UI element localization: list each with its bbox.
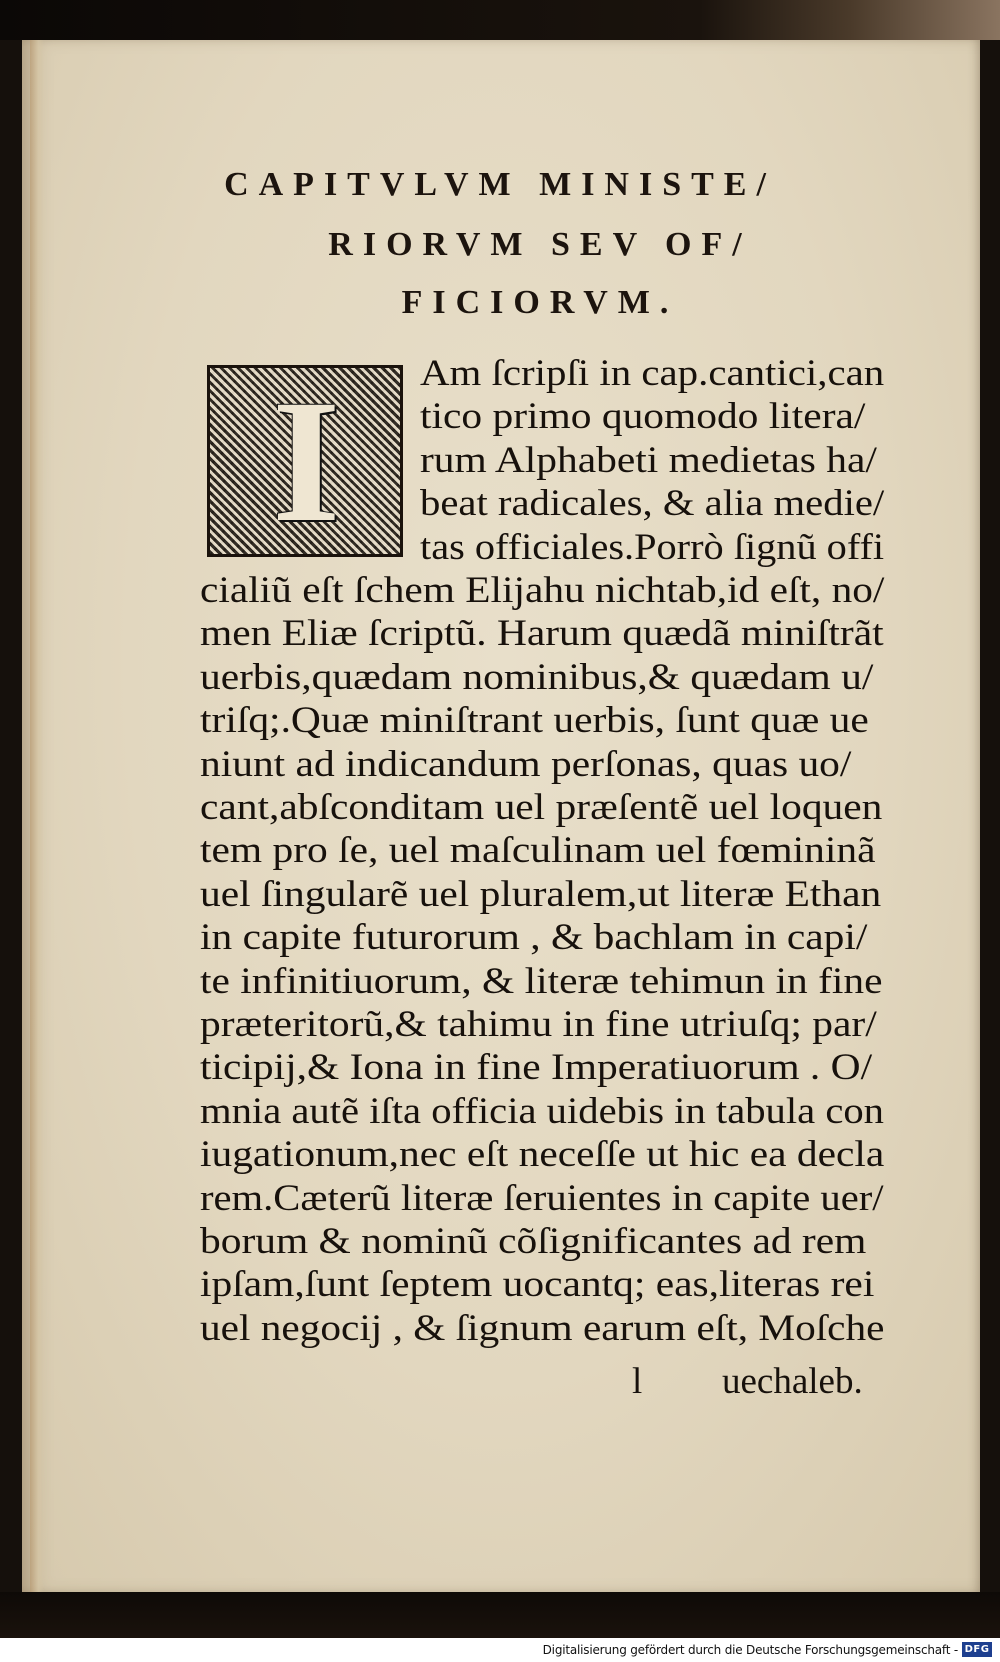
body-text-line: borum & nominũ cõſignificantes ad rem [200, 1221, 867, 1262]
body-text-line: beat radicales, & alia medie/ [420, 483, 885, 525]
body-text-line: uel negocij , & ſignum earum eſt, Moſche [200, 1307, 885, 1349]
body-text-line: uel ſingularẽ uel pluralem,ut literæ Ethan [200, 873, 882, 915]
body-text-line: mnia autẽ iſta officia uidebis in tabula con [200, 1090, 884, 1132]
digitization-footer [0, 1638, 1000, 1662]
body-text-line: uerbis,quædam nominibus,& quædam u/ [200, 656, 874, 698]
body-text-line: te infinitiuorum, & literæ tehimun in fine [200, 960, 883, 1002]
page-gutter-edge [30, 40, 44, 1592]
chapter-heading-line-3: FICIORVM. [401, 284, 679, 321]
scan-background-bottom [0, 1592, 1000, 1638]
footer-credit-text: Digitalisierung gefördert durch die Deutsche Forschungsgemeinschaft - [542, 1643, 958, 1657]
catchword: uechaleb. [722, 1361, 863, 1402]
body-text-line: rum Alphabeti medietas ha/ [420, 439, 877, 481]
body-text-line: ipſam,ſunt ſeptem uocantq; eas,literas rei [200, 1264, 875, 1306]
body-text-line: ticipij,& Iona in fine Imperatiuorum . O/ [200, 1047, 873, 1089]
chapter-heading-line-2: RIORVM SEV OF/ [328, 226, 752, 263]
dfg-logo: DFG [962, 1642, 992, 1657]
signature-mark: l [632, 1361, 643, 1402]
body-text-line: cant,abſconditam uel præſentẽ uel loquen [200, 787, 883, 828]
body-text-line: præteritorũ,& tahimu in fine utriuſq; par/ [200, 1004, 877, 1045]
body-text-line: niunt ad indicandum perſonas, quas uo/ [200, 743, 852, 785]
decorated-initial [207, 365, 403, 557]
body-text-line: cialiũ eſt ſchem Elijahu nichtab,id eſt, no/ [200, 570, 885, 611]
body-text-line: rem.Cæterũ literæ ſeruientes in capite uer/ [200, 1177, 884, 1219]
body-text-line: men Eliæ ſcriptũ. Harum quædã miniſtrãt [200, 613, 884, 655]
body-text-line: triſq;.Quæ miniſtrant uerbis, ſunt quæ ue [200, 700, 869, 742]
chapter-heading-line-1: CAPITVLVM MINISTE/ [224, 166, 776, 203]
decorated-initial-letter: I [272, 364, 341, 559]
body-text-line: Am ſcripſi in cap.cantici,can [420, 353, 885, 394]
body-text-line: tem pro ſe, uel maſculinam uel fœmininã [200, 830, 876, 872]
body-text-line: iugationum,nec eſt neceſſe ut hic ea decla [200, 1134, 885, 1176]
body-text-line: tico primo quomodo litera/ [420, 396, 866, 438]
body-text-line: in capite futurorum , & bachlam in capi/ [200, 917, 868, 959]
body-text-line: tas officiales.Porrò ſignũ offi [420, 526, 885, 568]
scan-background-top [0, 0, 1000, 40]
